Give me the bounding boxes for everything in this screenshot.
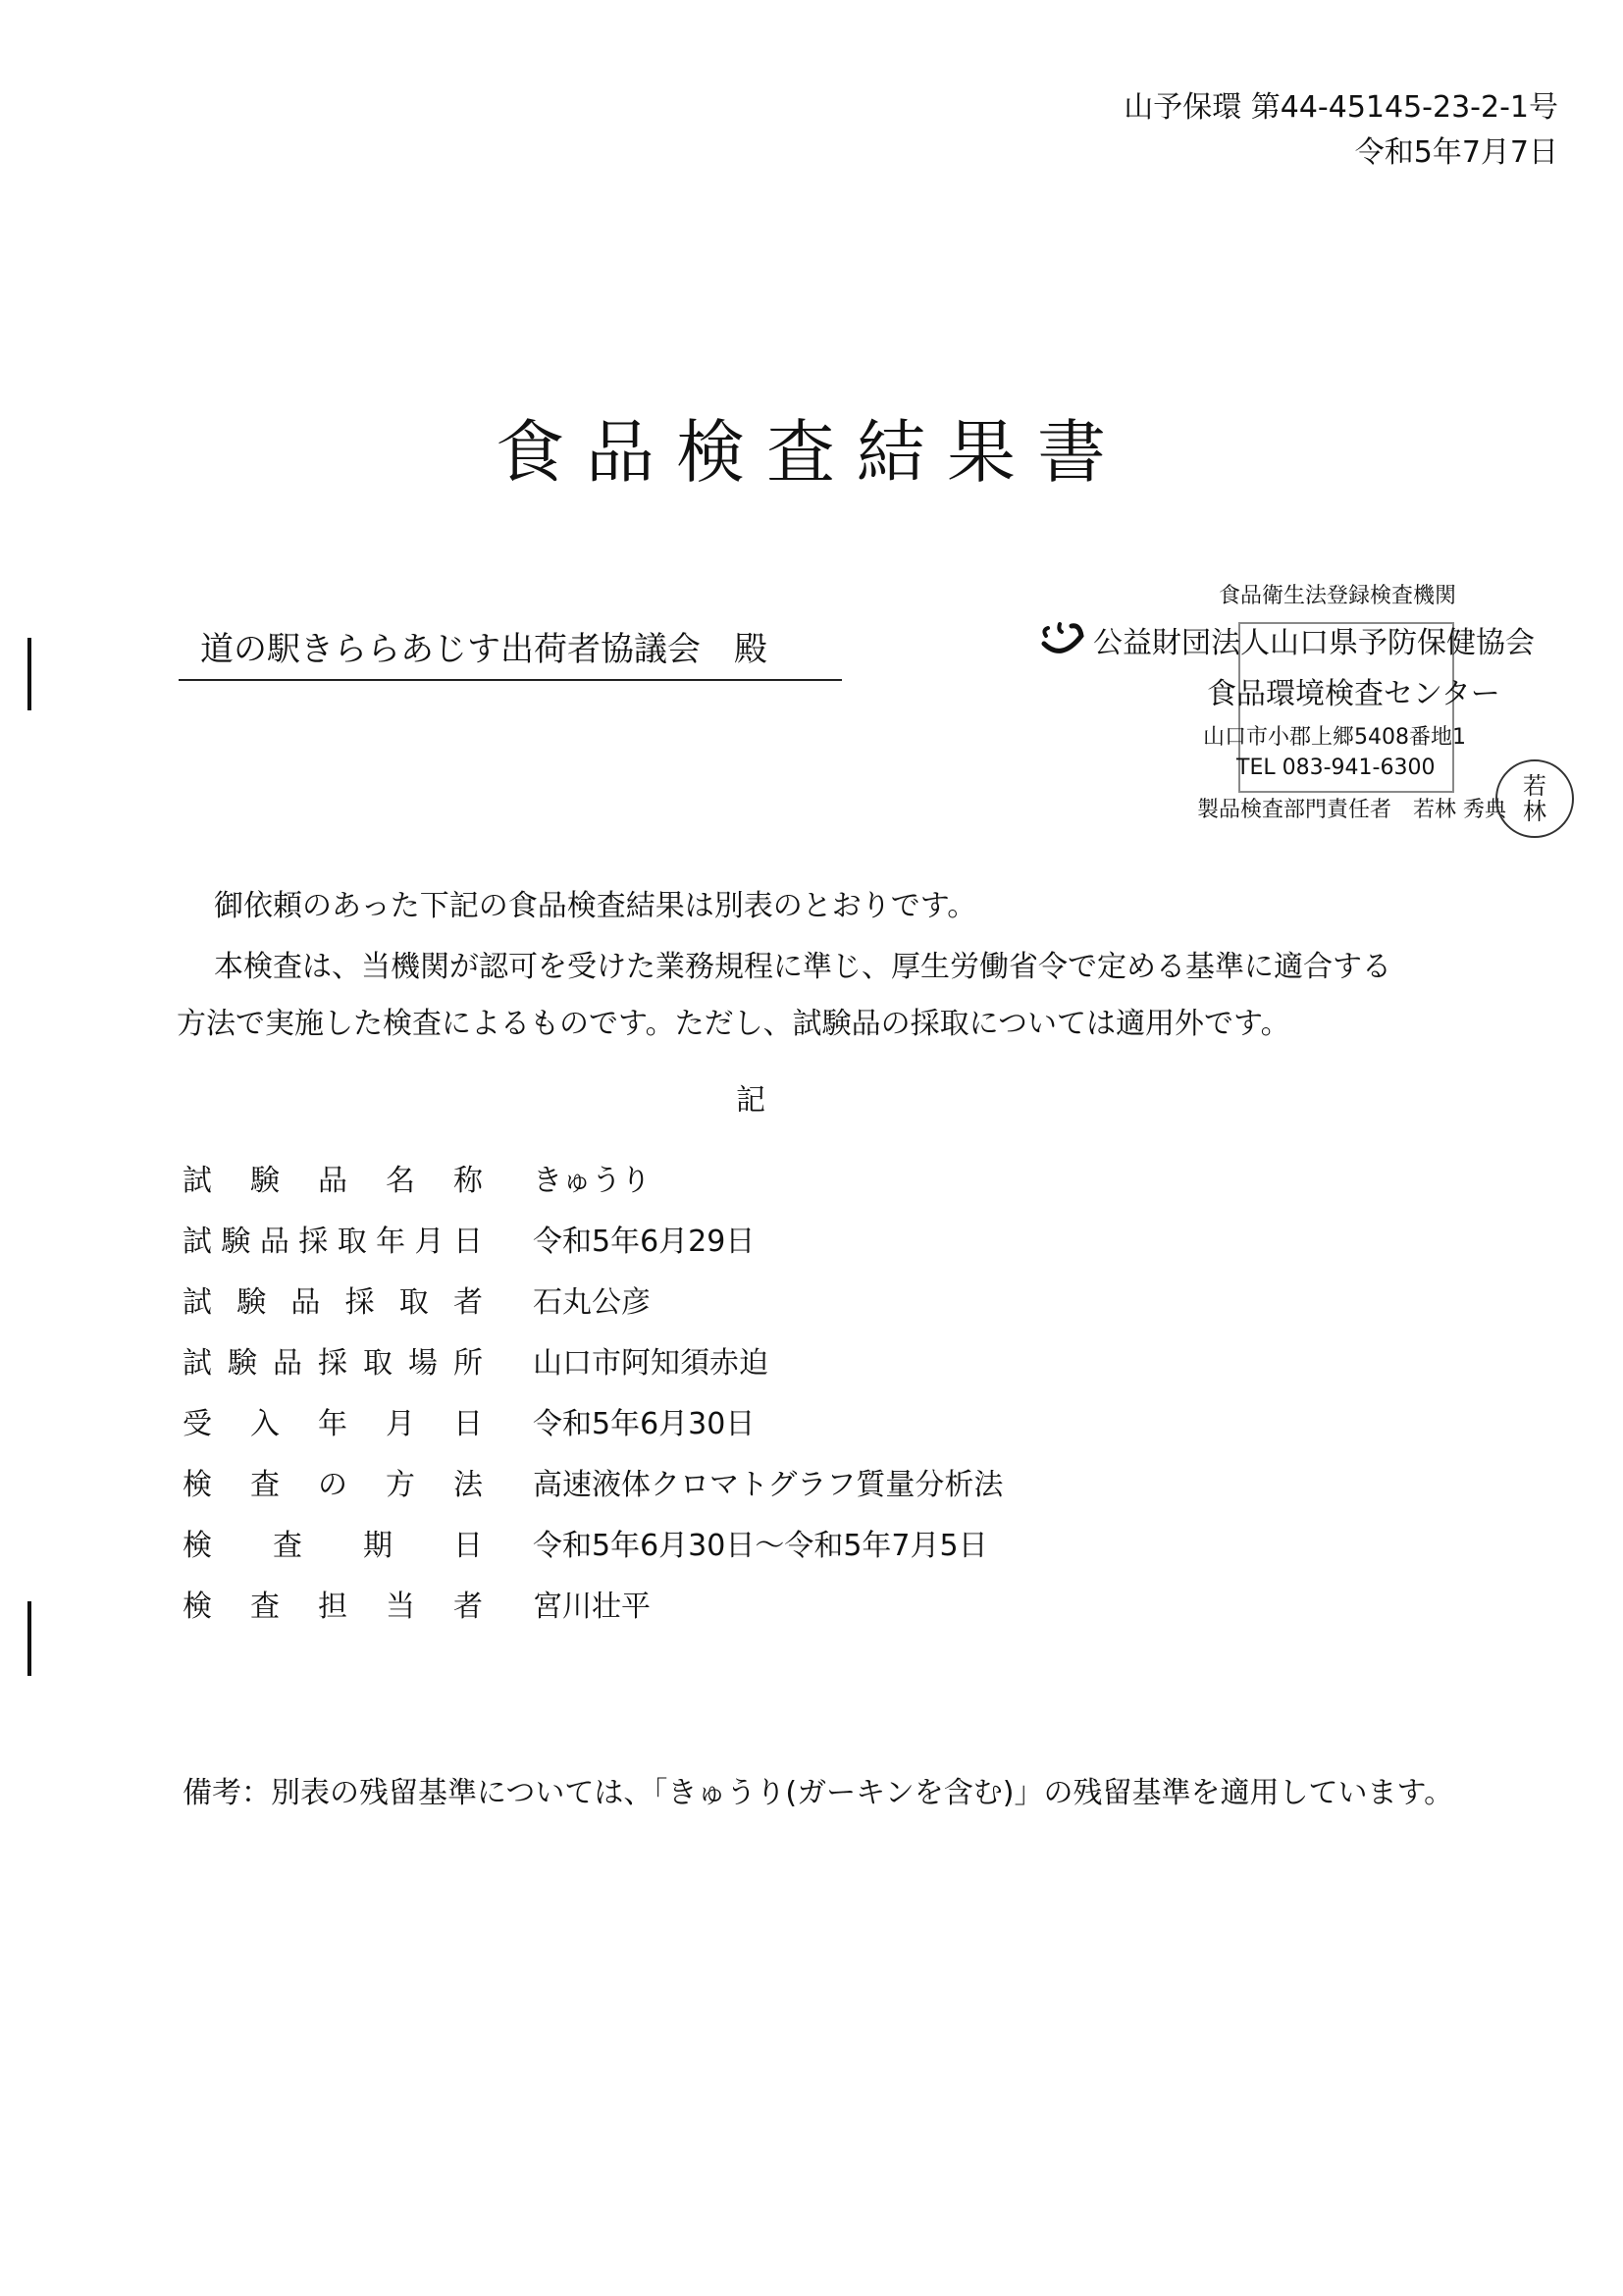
item-value: 令和5年6月29日	[533, 1225, 756, 1259]
seal-characters	[1497, 773, 1572, 824]
item-row	[183, 1338, 1458, 1381]
item-value: 高速液体クロマトグラフ質量分析法	[533, 1468, 1004, 1502]
item-label: 試 験 品 名 称	[183, 1164, 483, 1198]
item-value: 令和5年6月30日	[533, 1407, 756, 1441]
issuer-address: 山口市小郡上郷5408番地1	[1203, 725, 1466, 750]
item-row	[183, 1460, 1458, 1502]
item-row	[183, 1278, 1458, 1320]
item-value: 石丸公彦	[533, 1285, 651, 1320]
item-label: 検 査 担 当 者	[183, 1590, 483, 1624]
seal-char-2: 林	[1523, 798, 1546, 825]
document-title: 食品検査結果書	[496, 412, 1127, 493]
item-label: 検 査 の 方 法	[183, 1468, 483, 1502]
body-paragraph-1: 御依頼のあった下記の食品検査結果は別表のとおりです。	[214, 889, 977, 923]
item-row	[183, 1399, 1458, 1441]
margin-mark-bottom	[27, 1601, 31, 1676]
item-label: 試 験 品 採 取 者	[183, 1285, 483, 1320]
item-row	[183, 1156, 1458, 1198]
item-value: 宮川壮平	[533, 1590, 651, 1624]
item-value: 令和5年6月30日～令和5年7月5日	[533, 1529, 988, 1563]
recipient-block	[179, 616, 842, 681]
organization-logo-icon	[1040, 620, 1085, 659]
body-paragraph-3: 方法で実施した検査によるものです。ただし、試験品の採取については適用外です。	[177, 1007, 1290, 1041]
margin-mark-top	[27, 638, 31, 710]
issuer-type: 食品衛生法登録検査機関	[1219, 584, 1457, 608]
reference-number: 山予保環 第44-45145-23-2-1号	[1124, 90, 1558, 125]
item-row	[183, 1521, 1458, 1563]
ki-heading: 記	[736, 1083, 765, 1118]
item-value: 山口市阿知須赤迫	[533, 1346, 768, 1381]
seal-char-1: 若	[1523, 772, 1546, 800]
item-label: 受 入 年 月 日	[183, 1407, 483, 1441]
recipient-name: 道の駅きららあじす出荷者協議会 殿	[200, 630, 767, 669]
issuer-responsible-person: 製品検査部門責任者 若林 秀典	[1197, 798, 1506, 822]
body-paragraph-2: 本検査は、当機関が認可を受けた業務規程に準じ、厚生労働省令で定める基準に適合する	[214, 950, 1391, 984]
issue-date: 令和5年7月7日	[1354, 135, 1558, 170]
personal-seal	[1495, 759, 1574, 838]
item-label: 試 験 品 採 取 年 月 日	[183, 1225, 483, 1259]
item-row	[183, 1217, 1458, 1259]
item-value: きゅうり	[533, 1164, 651, 1198]
issuer-organization: 公益財団法人山口県予防保健協会	[1093, 626, 1535, 660]
item-row	[183, 1582, 1458, 1624]
remark: 備考：別表の残留基準については、「きゅうり(ガーキンを含む)」の残留基準を適用しています。	[183, 1776, 1454, 1810]
item-label: 検 査 期 日	[183, 1529, 483, 1563]
issuer-center: 食品環境検査センター	[1207, 677, 1500, 711]
item-label: 試 験 品 採 取 場 所	[183, 1346, 483, 1381]
issuer-tel: TEL 083-941-6300	[1236, 756, 1436, 780]
